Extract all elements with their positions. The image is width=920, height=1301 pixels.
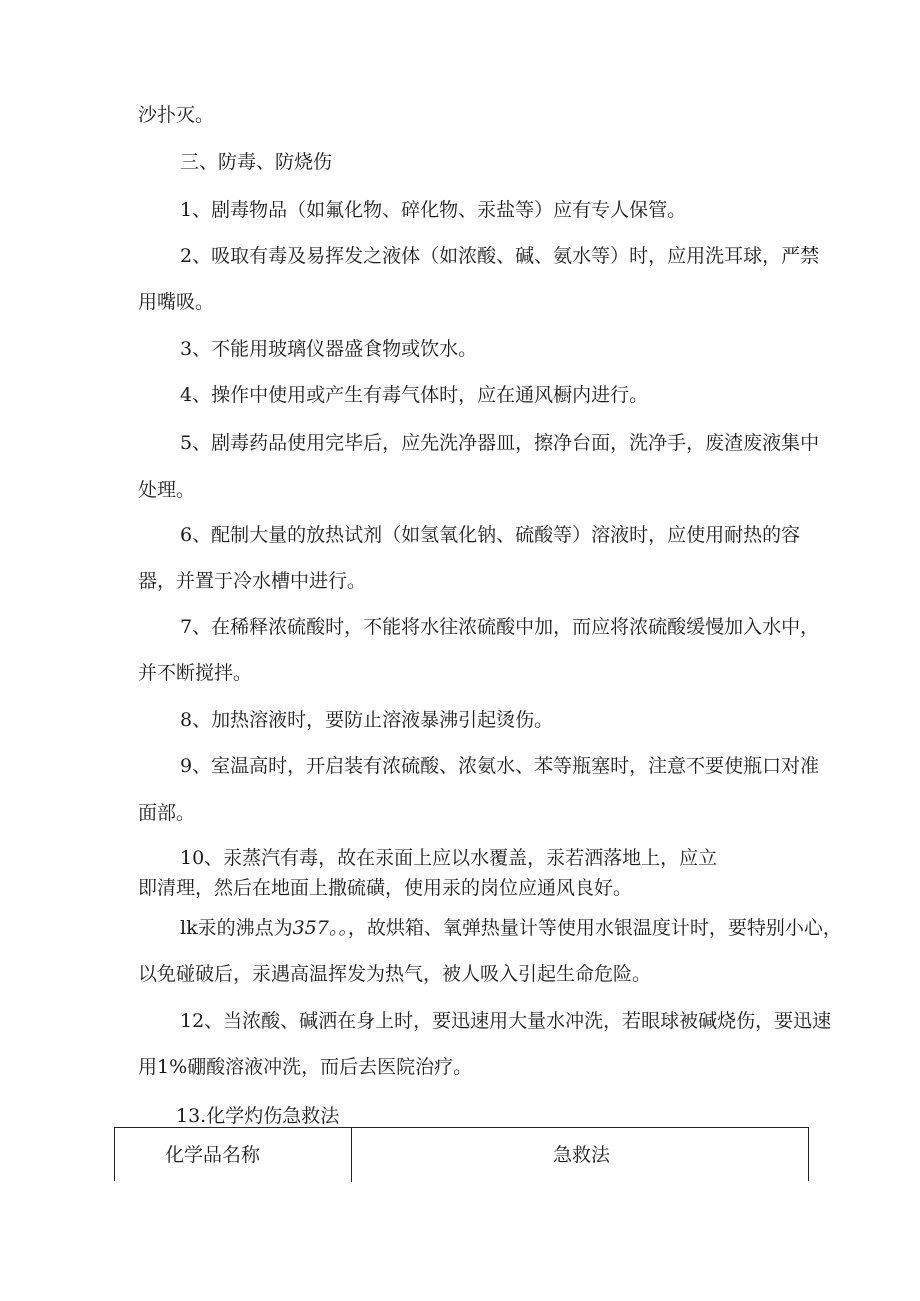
paragraph-line: 12、当浓酸、碱洒在身上时，要迅速用大量水冲洗，若眼球被碱烧伤，要迅速 (180, 1010, 832, 1032)
paragraph-line: 器，并置于冷水槽中进行。 (138, 570, 367, 592)
text-run: ，故烘箱、氧弹热量计等使用水银温度计时，要特别小心， (347, 917, 842, 939)
paragraph-line: 沙扑灭。 (138, 104, 215, 126)
table-column-divider (351, 1128, 352, 1182)
paragraph-line: 6、配制大量的放热试剂（如氢氧化钠、硫酸等）溶液时，应使用耐热的容 (180, 524, 801, 546)
boiling-point-value: 357。。 (292, 917, 348, 939)
text-run: lk汞的沸点为 (180, 917, 293, 939)
table-header-chemical-name: 化学品名称 (165, 1144, 261, 1166)
paragraph-line: 9、室温高时，开启装有浓硫酸、浓氨水、苯等瓶塞时，注意不要使瓶口对准 (180, 755, 820, 777)
paragraph-line: 即清理，然后在地面上撒硫磺，使用汞的岗位应通风良好。 (138, 877, 633, 899)
paragraph-line: 用嘴吸。 (138, 291, 215, 313)
paragraph-line: 4、操作中使用或产生有毒气体时，应在通风橱内进行。 (180, 384, 649, 406)
paragraph-line: 处理。 (138, 479, 196, 501)
paragraph-line: 2、吸取有毒及易挥发之液体（如浓酸、碱、氨水等）时，应用洗耳球，严禁 (180, 245, 820, 267)
paragraph-line: 用1%硼酸溶液冲洗，而后去医院治疗。 (138, 1056, 473, 1078)
paragraph-line: 1、剧毒物品（如氟化物、碎化物、汞盐等）应有专人保管。 (180, 199, 687, 221)
paragraph-line: 并不断搅拌。 (138, 662, 253, 684)
paragraph-line: 3、不能用玻璃仪器盛食物或饮水。 (180, 338, 478, 360)
paragraph-line: 8、加热溶液时，要防止溶液暴沸引起烫伤。 (180, 709, 554, 731)
paragraph-line: 以免碰破后，汞遇高温挥发为热气，被人吸入引起生命危险。 (138, 963, 652, 985)
paragraph-line: 7、在稀释浓硫酸时，不能将水往浓硫酸中加，而应将浓硫酸缓慢加入水中， (180, 616, 820, 638)
paragraph-line: 10、汞蒸汽有毒，故在汞面上应以水覆盖，汞若洒落地上，应立 (180, 847, 718, 869)
paragraph-line: 面部。 (138, 802, 196, 824)
paragraph-line (180, 916, 842, 940)
first-aid-table (114, 1127, 809, 1181)
paragraph-line: 5、剧毒药品使用完毕后，应先洗净器皿，擦净台面，洗净手，废渣废液集中 (180, 432, 820, 454)
table-header-first-aid: 急救法 (553, 1144, 611, 1166)
section-heading: 三、防毒、防烧伤 (180, 151, 333, 173)
table-caption: 13.化学灼伤急救法 (176, 1105, 340, 1127)
